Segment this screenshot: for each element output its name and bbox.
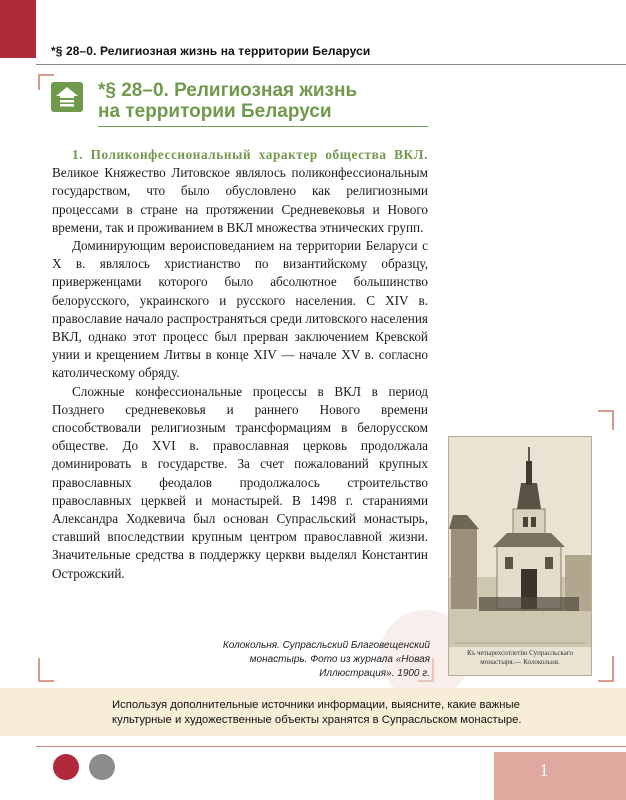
- subsection-heading: 1. Поликонфессиональный характер общества ВКЛ.: [72, 147, 428, 162]
- paragraph-2: Доминирующим вероисповеданием на территории Беларуси с X в. являлось христианство по византийскому образцу, приверженцами которого было абсолютное большинство белорусского, украинского и русского населения. С XIV в. православие начало распространяться среди литовского населения ВКЛ, однако этот процесс был прерван заключением Кревской унии и крещением Литвы в конце XIV — начале XV в. согласно католическому обряду.: [52, 238, 428, 381]
- figure-caption: Колокольня. Супрасльский Благовещенский монастырь. Фото из журнала «Новая Иллюстрация». 1900 г.: [222, 640, 430, 679]
- page-number: 1: [539, 760, 549, 780]
- paragraph-3: Сложные конфессиональные процессы в ВКЛ в период Позднего средневековья и раннего Нового времени способствовали религиозным трансформациям в белорусском обществе. До XVI в. православная церковь продолжала доминировать в государстве. За счет пожалований крупных православных феодалов продолжалось строительство православных церквей и монастырей. В 1498 г. стараниями Александра Ходкевича был основан Супрасльский монастырь, ставший впоследствии крупным центром православной жизни. Значительные средства в поддержку церкви выделял Константин Острожский.: [52, 383, 428, 581]
- monastery-photo: [448, 436, 592, 676]
- corner-tab: [0, 0, 36, 58]
- deco-corner-bl: [38, 658, 54, 682]
- deco-corner-photo-br: [598, 656, 614, 682]
- section-title-line2: на территории Беларуси: [98, 101, 332, 122]
- task-text: Используя дополнительные источники информации, выясните, какие важные культурные и художественные объекты хранятся в Супрасльском монастыре.: [112, 699, 522, 726]
- deco-corner-photo-tr: [598, 410, 614, 430]
- title-divider: [98, 126, 428, 127]
- header-divider: [36, 64, 626, 65]
- section-title-line1: *§ 28–0. Религиозная жизнь: [98, 80, 358, 101]
- section-title: [98, 80, 428, 122]
- bell-tower-illustration: [449, 437, 591, 675]
- running-header: *§ 28–0. Религиозная жизнь на территории Беларуси: [51, 44, 371, 58]
- footer-dot-grey: [89, 754, 115, 780]
- photo-inner-caption: Къ четырехсотлетію Супрасльскаго монастыря.— Колокольня.: [466, 649, 574, 666]
- paragraph-1: [52, 146, 428, 237]
- footer-dot-red: [53, 754, 79, 780]
- body-text: [52, 146, 428, 583]
- paragraph-1-text: Великое Княжество Литовское являлось поликонфессиональным государством, что было обусловлено как религиозными процессами в стране на протяжении Средневековья и Нового времени, так и проживанием в ВКЛ множества этнических групп.: [52, 165, 428, 235]
- footer-divider: [36, 746, 626, 747]
- home-icon: [51, 82, 83, 112]
